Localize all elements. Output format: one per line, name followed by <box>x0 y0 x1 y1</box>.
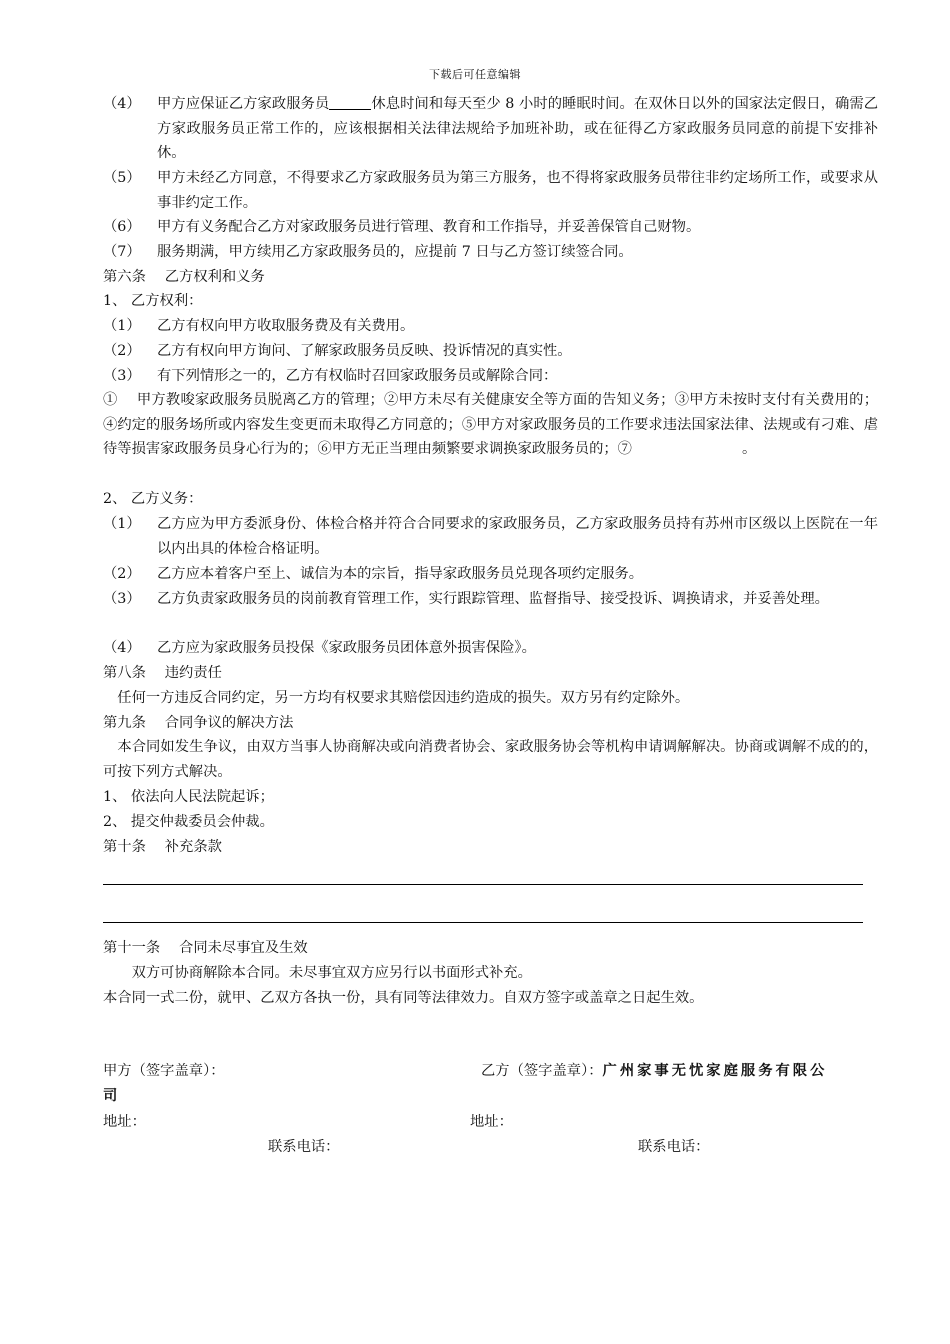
article-11-body-1: 双方可协商解除本合同。未尽事宜双方应另行以书面形式补充。 <box>103 965 532 981</box>
article-11-title: 第十一条 合同未尽事宜及生效 <box>103 940 308 956</box>
duties-item-text: 乙方应本着客户至上、诚信为本的宗旨，指导家政服务员兑现各项约定服务。 <box>157 566 644 582</box>
duties-item-text: 乙方应为甲方委派身份、体检合格并符合合同要求的家政服务员，乙方家政服务员持有苏州市区级以上医院在一年以内出具的体检合格证明。 <box>157 516 878 557</box>
dispute-option-1: 1、 依法向人民法院起诉； <box>103 789 274 805</box>
rights-item-text: 有下列情形之一的，乙方有权临时召回家政服务员或解除合同： <box>157 368 558 384</box>
article-10-title: 第十条 补充条款 <box>103 839 222 855</box>
duties-item-number: （1） <box>103 516 141 532</box>
duties-item-number: （3） <box>103 591 141 607</box>
duties-item-number: （2） <box>103 566 141 582</box>
supplement-line-1[interactable] <box>103 884 863 885</box>
duties-item-2 <box>103 562 878 587</box>
supplement-line-2[interactable] <box>103 922 863 923</box>
duties-item-text: 乙方负责家政服务员的岗前教育管理工作，实行跟踪管理、监督指导、接受投诉、调换请求，并妥善处理。 <box>157 591 829 607</box>
rights-item-3 <box>103 364 878 389</box>
company-name: 广州家事无忧家庭服务有限公 <box>602 1063 828 1079</box>
clause-item-text: 服务期满，甲方续用乙方家政服务员的，应提前 7 日与乙方签订续签合同。 <box>157 244 633 260</box>
clause-item-6 <box>103 215 878 240</box>
clause-item-number: （7） <box>103 244 141 260</box>
recall-circumstances <box>103 388 878 462</box>
article-11-body-2: 本合同一式二份，就甲、乙双方各执一份，具有同等法律效力。自双方签字或盖章之日起生效。 <box>103 990 704 1006</box>
clause-item-text-cont: 休息时间和每天至少 8 小时的睡眠时间。在双休日以外的国家法定假日，确需乙方家政服务员正常工作的，应该根据相关法律法规给予加班补助，或在征得乙方家政服务员同意的前提下安排补休。 <box>157 96 879 162</box>
rights-item-number: （1） <box>103 318 141 334</box>
rights-item-number: （2） <box>103 343 141 359</box>
party-a-phone-label: 联系电话： <box>268 1139 340 1155</box>
circumstances-text: ① 甲方教唆家政服务员脱离乙方的管理；②甲方未尽有关健康安全等方面的告知义务；③甲方未按时支付有关费用的；④约定的服务场所或内容发生变更而未取得乙方同意的；⑤甲方对家政服务员的工作要求违法国家法律、法规或有刁难、虐待等损害家政服务员身心行为的；⑥甲方无正当理由频繁要求调换家政服务员的；⑦ <box>103 392 878 458</box>
duties-item-1 <box>103 512 878 561</box>
article-8-title: 第八条 违约责任 <box>103 665 222 681</box>
circumstances-end: 。 <box>741 441 757 458</box>
clause-item-text: 甲方应保证乙方家政服务员 <box>157 96 330 112</box>
article-9-title: 第九条 合同争议的解决方法 <box>103 715 294 731</box>
dispute-option-2: 2、 提交仲裁委员会仲裁。 <box>103 814 274 830</box>
clause-item-5 <box>103 166 878 215</box>
article-8-body: 任何一方违反合同约定，另一方均有权要求其赔偿因违约造成的损失。双方另有约定除外。 <box>103 690 690 706</box>
party-a-signature-label: 甲方（签字盖章）： <box>103 1063 225 1079</box>
rights-item-2 <box>103 339 878 364</box>
party-a-address-label: 地址： <box>103 1114 146 1130</box>
clause-item-4 <box>103 92 878 166</box>
duties-item-3 <box>103 587 878 612</box>
duties-title: 2、 乙方义务： <box>103 491 203 507</box>
rights-title: 1、 乙方权利： <box>103 293 203 309</box>
party-b-signature-label: 乙方（签字盖章）： <box>481 1063 603 1079</box>
duties-item-text: 乙方应为家政服务员投保《家政服务员团体意外损害保险》。 <box>157 640 536 656</box>
rights-item-1 <box>103 314 878 339</box>
duties-item-number: （4） <box>103 640 141 656</box>
article-9-body: 本合同如发生争议，由双方当事人协商解决或向消费者协会、家政服务协会等机构申请调解解决。协商或调解不成的的，可按下列方式解决。 <box>103 739 878 780</box>
rights-item-text: 乙方有权向甲方收取服务费及有关费用。 <box>157 318 415 334</box>
clause-item-7 <box>103 240 878 265</box>
duties-item-4 <box>103 636 878 661</box>
party-b-phone-label: 联系电话： <box>638 1139 710 1155</box>
clause-item-text: 甲方未经乙方同意，不得要求乙方家政服务员为第三方服务，也不得将家政服务员带往非约定场所工作，或要求从事非约定工作。 <box>157 170 878 211</box>
clause-item-number: （6） <box>103 219 141 235</box>
fill-in-blank[interactable] <box>329 95 371 110</box>
clause-item-text: 甲方有义务配合乙方对家政服务员进行管理、教育和工作指导，并妥善保管自己财物。 <box>157 219 701 235</box>
party-b-address-label: 地址： <box>470 1114 513 1130</box>
rights-item-number: （3） <box>103 368 141 384</box>
clause-item-number: （5） <box>103 170 141 186</box>
page-header-watermark: 下载后可任意编辑 <box>429 68 521 81</box>
clause-item-number: （4） <box>103 96 141 112</box>
company-name-cont: 司 <box>103 1088 121 1104</box>
party-b-signature <box>481 1060 827 1082</box>
rights-item-text: 乙方有权向甲方询问、了解家政服务员反映、投诉情况的真实性。 <box>157 343 572 359</box>
article-6-title: 第六条 乙方权利和义务 <box>103 269 265 285</box>
